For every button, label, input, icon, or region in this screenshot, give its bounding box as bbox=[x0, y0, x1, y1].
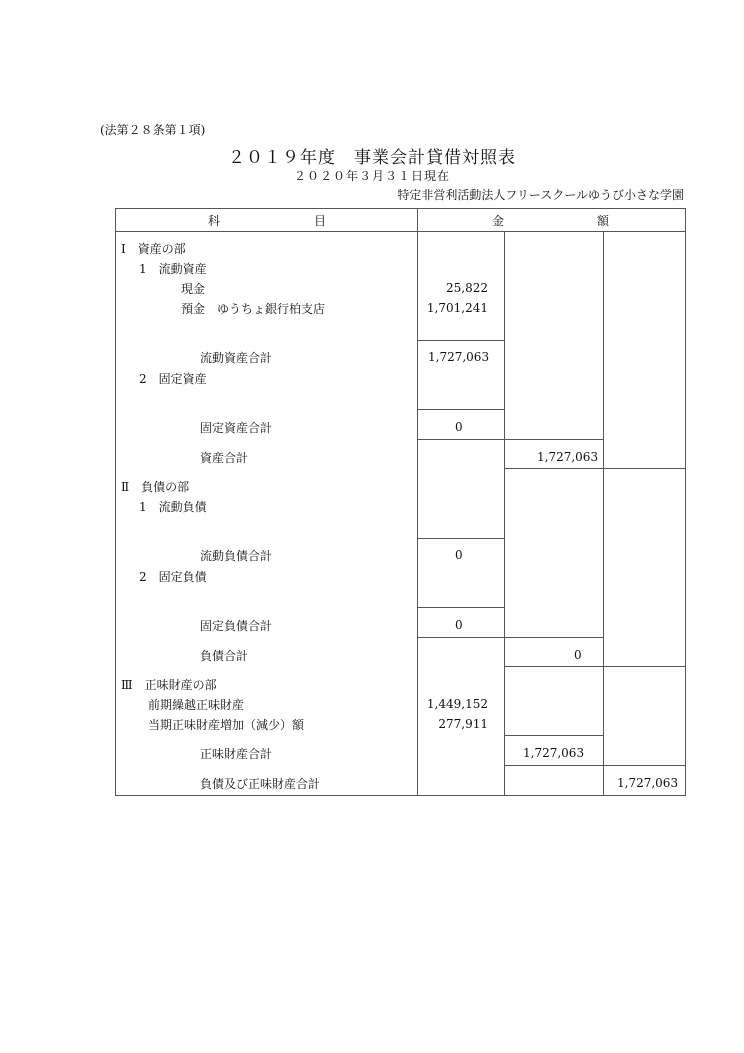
grand-total-value: 1,727,063 bbox=[617, 776, 679, 790]
fixed-assets-total-label: 固定資産合計 bbox=[200, 421, 273, 435]
cash-label: 現金 bbox=[181, 282, 206, 296]
deposit-label: 預金 ゆうちょ銀行柏支店 bbox=[181, 302, 326, 316]
fixed-liabilities-total-value: 0 bbox=[455, 618, 463, 632]
grand-total-label: 負債及び正味財産合計 bbox=[200, 777, 321, 791]
current-assets-total-label: 流動資産合計 bbox=[200, 351, 273, 365]
prior-net-assets-label: 前期繰越正味財産 bbox=[148, 698, 245, 712]
liabilities-total-label: 負債合計 bbox=[200, 649, 249, 663]
header-amount-left: 金 bbox=[492, 214, 505, 228]
assets-section-label: Ⅰ 資産の部 bbox=[121, 242, 186, 256]
header-subject-right: 目 bbox=[314, 214, 327, 228]
organization-name: 特定非営利活動法人フリースクールゆうび小さな学園 bbox=[397, 188, 684, 202]
fixed-assets-total-value: 0 bbox=[455, 420, 463, 434]
deposit-value: 1,701,241 bbox=[426, 301, 488, 315]
as-of-date: ２０２０年３月３１日現在 bbox=[293, 169, 450, 183]
cash-value: 25,822 bbox=[446, 281, 488, 295]
fixed-liabilities-total-label: 固定負債合計 bbox=[200, 619, 273, 633]
net-assets-total-value: 1,727,063 bbox=[523, 746, 585, 760]
current-liabilities-heading: 1 流動負債 bbox=[139, 500, 207, 514]
current-assets-heading: 1 流動資産 bbox=[139, 262, 207, 276]
net-assets-section-label: Ⅲ 正味財産の部 bbox=[121, 678, 217, 692]
fixed-liabilities-heading: 2 固定負債 bbox=[139, 570, 207, 584]
fixed-assets-heading: 2 固定資産 bbox=[139, 372, 207, 386]
net-assets-change-value: 277,911 bbox=[438, 717, 488, 731]
liabilities-total-value: 0 bbox=[574, 648, 582, 662]
current-liabilities-total-value: 0 bbox=[455, 548, 463, 562]
current-liabilities-total-label: 流動負債合計 bbox=[200, 549, 273, 563]
net-assets-total-label: 正味財産合計 bbox=[200, 747, 273, 761]
assets-total-label: 資産合計 bbox=[200, 451, 249, 465]
header-subject-left: 科 bbox=[208, 214, 221, 228]
law-reference: (法第２８条第１項) bbox=[100, 123, 206, 137]
prior-net-assets-value: 1,449,152 bbox=[426, 697, 488, 711]
current-assets-total-value: 1,727,063 bbox=[428, 350, 490, 364]
liabilities-section-label: Ⅱ 負債の部 bbox=[121, 480, 190, 494]
assets-total-value: 1,727,063 bbox=[537, 450, 599, 464]
header-amount-right: 額 bbox=[597, 214, 610, 228]
net-assets-change-label: 当期正味財産増加（減少）額 bbox=[148, 718, 305, 732]
document-title: ２０１９年度 事業会計貸借対照表 bbox=[228, 148, 516, 168]
